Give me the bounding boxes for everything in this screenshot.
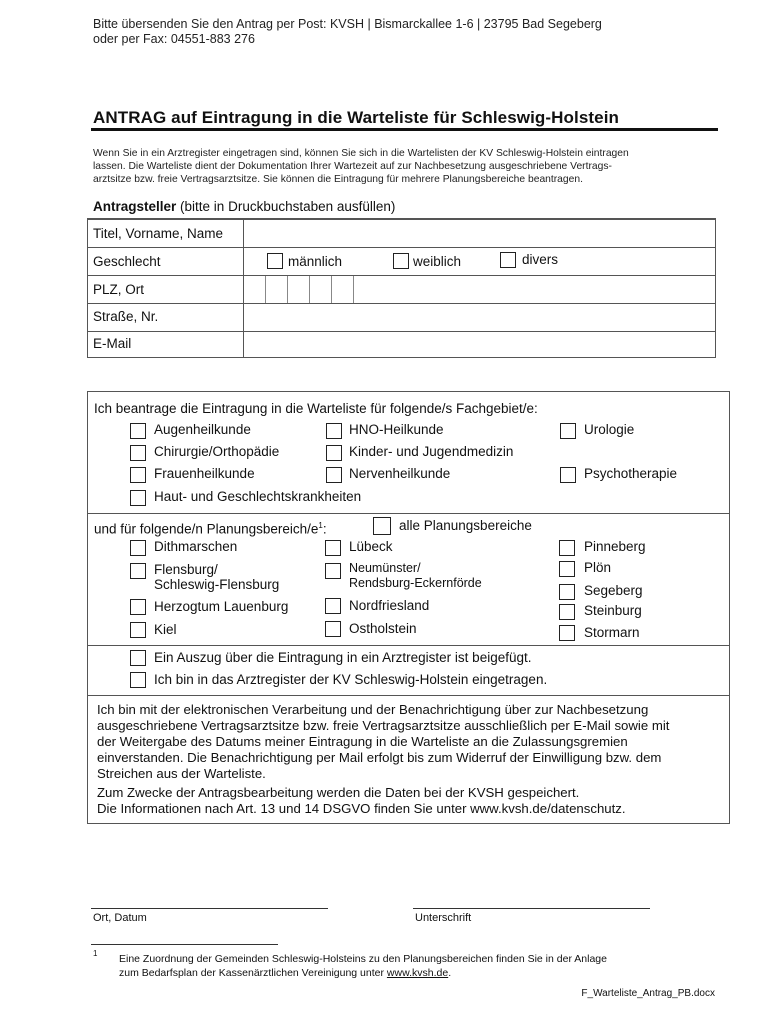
consent-line: der Weitergabe des Datums meiner Eintragung in die Warteliste an die Zulassungsgremien bbox=[97, 734, 628, 749]
plz-digit-cell bbox=[287, 276, 288, 303]
checkbox-kiel[interactable] bbox=[130, 622, 146, 638]
label-female: weiblich bbox=[413, 254, 462, 269]
label-psychotherapie: Psychotherapie bbox=[584, 466, 678, 481]
intro-line-1: Wenn Sie in ein Arztregister eingetragen sind, können Sie sich in die Wartelisten der KV Schleswig-Holstein eintragen bbox=[93, 148, 629, 159]
title-underline bbox=[91, 128, 718, 131]
signature-line[interactable] bbox=[413, 908, 650, 909]
privacy-line: Die Informationen nach Art. 13 und 14 DSGVO finden Sie unter www.kvsh.de/datenschutz. bbox=[97, 801, 626, 816]
place-date-line[interactable] bbox=[91, 908, 328, 909]
intro-line-2: lassen. Die Warteliste dient der Dokumentation Ihrer Wartezeit auf zur Nachbesetzung ausgeschriebene Vertrags- bbox=[93, 161, 612, 172]
label-gender: Geschlecht bbox=[93, 254, 161, 269]
checkbox-female[interactable] bbox=[393, 253, 409, 269]
checkbox-nordfriesland[interactable] bbox=[325, 598, 341, 614]
header-fax: oder per Fax: 04551-883 276 bbox=[93, 32, 255, 46]
privacy-line: Zum Zwecke der Antragsbearbeitung werden die Daten bei der KVSH gespeichert. bbox=[97, 785, 580, 800]
checkbox-stormarn[interactable] bbox=[559, 625, 575, 641]
checkbox-psychotherapie[interactable] bbox=[560, 467, 576, 483]
label-kinder: Kinder- und Jugendmedizin bbox=[349, 444, 514, 459]
checkbox-luebeck[interactable] bbox=[325, 540, 341, 556]
plz-digit-cell bbox=[265, 276, 266, 303]
label-street: Straße, Nr. bbox=[93, 309, 159, 324]
kvsh-link[interactable]: www.kvsh.de bbox=[386, 967, 449, 979]
label-neumuenster-2: Rendsburg-Eckernförde bbox=[349, 576, 482, 590]
label-diverse: divers bbox=[522, 252, 559, 267]
checkbox-dithmarschen[interactable] bbox=[130, 540, 146, 556]
file-name: F_Warteliste_Antrag_PB.docx bbox=[581, 988, 715, 999]
checkbox-urologie[interactable] bbox=[560, 423, 576, 439]
consent-paragraph bbox=[97, 702, 717, 782]
divider bbox=[88, 695, 729, 696]
applicant-table bbox=[87, 218, 716, 358]
consent-line: einverstanden. Die Benachrichtigung per Mail erfolgt bis zum Widerruf der Einwilligung bzw. dem bbox=[97, 750, 662, 765]
checkbox-frauenheilkunde[interactable] bbox=[130, 467, 146, 483]
plz-digit-cell bbox=[353, 276, 354, 303]
checkbox-chirurgie[interactable] bbox=[130, 445, 146, 461]
footnote-mark: 1 bbox=[93, 949, 98, 958]
checkbox-neumuenster[interactable] bbox=[325, 563, 341, 579]
label-email: E-Mail bbox=[93, 336, 132, 351]
label-steinburg: Steinburg bbox=[584, 603, 642, 618]
label-haut: Haut- und Geschlechtskrankheiten bbox=[154, 489, 362, 504]
label-flensburg-1: Flensburg/ bbox=[154, 562, 218, 577]
areas-intro bbox=[94, 518, 327, 538]
footnote-rule bbox=[91, 944, 278, 945]
checkbox-augenheilkunde[interactable] bbox=[130, 423, 146, 439]
label-ostholstein: Ostholstein bbox=[349, 621, 417, 636]
label-neumuenster-1: Neumünster/ bbox=[349, 561, 421, 575]
fields-intro: Ich beantrage die Eintragung in die Warteliste für folgende/s Fachgebiet/e: bbox=[94, 401, 538, 416]
applicant-heading-title: Antragsteller bbox=[93, 199, 177, 214]
checkbox-excerpt-attached[interactable] bbox=[130, 650, 146, 666]
divider bbox=[88, 513, 729, 514]
label-nordfriesland: Nordfriesland bbox=[349, 598, 430, 613]
checkbox-haut[interactable] bbox=[130, 490, 146, 506]
checkbox-male[interactable] bbox=[267, 253, 283, 269]
checkbox-lauenburg[interactable] bbox=[130, 599, 146, 615]
consent-line: Streichen aus der Warteliste. bbox=[97, 766, 266, 781]
plz-field[interactable] bbox=[244, 276, 715, 303]
name-field[interactable] bbox=[244, 220, 715, 247]
label-nervenheilkunde: Nervenheilkunde bbox=[349, 466, 451, 481]
checkbox-ostholstein[interactable] bbox=[325, 621, 341, 637]
checkbox-hno[interactable] bbox=[326, 423, 342, 439]
label-chirurgie: Chirurgie/Orthopädie bbox=[154, 444, 280, 459]
checkbox-kinder[interactable] bbox=[326, 445, 342, 461]
label-urologie: Urologie bbox=[584, 422, 635, 437]
label-segeberg: Segeberg bbox=[584, 583, 643, 598]
label-augenheilkunde: Augenheilkunde bbox=[154, 422, 251, 437]
label-kiel: Kiel bbox=[154, 622, 177, 637]
checkbox-diverse[interactable] bbox=[500, 252, 516, 268]
label-excerpt-attached: Ein Auszug über die Eintragung in ein Arztregister ist beigefügt. bbox=[154, 650, 532, 665]
row-name bbox=[88, 219, 715, 247]
application-box bbox=[87, 391, 730, 824]
checkbox-pinneberg[interactable] bbox=[559, 540, 575, 556]
label-luebeck: Lübeck bbox=[349, 539, 393, 554]
checkbox-segeberg[interactable] bbox=[559, 584, 575, 600]
checkbox-flensburg[interactable] bbox=[130, 563, 146, 579]
row-plz bbox=[88, 275, 715, 303]
label-plz: PLZ, Ort bbox=[93, 282, 145, 297]
header-address: Bitte übersenden Sie den Antrag per Post: KVSH | Bismarckallee 1-6 | 23795 Bad Segeberg bbox=[93, 17, 602, 31]
checkbox-nervenheilkunde[interactable] bbox=[326, 467, 342, 483]
label-signature: Unterschrift bbox=[415, 912, 472, 924]
label-flensburg-2: Schleswig-Flensburg bbox=[154, 577, 280, 592]
row-street bbox=[88, 303, 715, 331]
footnote-period: . bbox=[448, 967, 452, 979]
consent-line: ausgeschriebene Vertragsarztsitze bzw. freie Vertragsarztsitze ausschließlich per E-Mail sowie mit bbox=[97, 718, 670, 733]
areas-intro-text: und für folgende/n Planungsbereich/e bbox=[94, 521, 319, 537]
divider bbox=[88, 645, 729, 646]
areas-footnote-mark: 1 bbox=[318, 521, 323, 530]
privacy-paragraph bbox=[97, 785, 717, 817]
checkbox-ploen[interactable] bbox=[559, 561, 575, 577]
label-place-date: Ort, Datum bbox=[93, 912, 147, 924]
label-ploen: Plön bbox=[584, 560, 612, 575]
label-stormarn: Stormarn bbox=[584, 625, 640, 640]
label-male: männlich bbox=[288, 254, 343, 269]
applicant-heading bbox=[93, 199, 395, 214]
label-all-areas: alle Planungsbereiche bbox=[399, 518, 532, 533]
label-hno: HNO-Heilkunde bbox=[349, 422, 444, 437]
label-registered-kvsh: Ich bin in das Arztregister der KV Schleswig-Holstein eingetragen. bbox=[154, 672, 548, 687]
applicant-heading-note: (bitte in Druckbuchstaben ausfüllen) bbox=[180, 199, 396, 214]
page-title: ANTRAG auf Eintragung in die Warteliste für Schleswig-Holstein bbox=[93, 108, 620, 127]
label-pinneberg: Pinneberg bbox=[584, 539, 646, 554]
street-field[interactable] bbox=[244, 304, 715, 331]
plz-digit-cell bbox=[331, 276, 332, 303]
plz-digit-cell bbox=[309, 276, 310, 303]
footnote-line-2 bbox=[119, 966, 451, 980]
label-name: Titel, Vorname, Name bbox=[93, 226, 224, 241]
label-frauenheilkunde: Frauenheilkunde bbox=[154, 466, 255, 481]
checkbox-all-areas[interactable] bbox=[373, 517, 391, 535]
consent-line: Ich bin mit der elektronischen Verarbeitung und der Benachrichtigung über zur Nachbesetzung bbox=[97, 702, 649, 717]
footnote-text: zum Bedarfsplan der Kassenärztlichen Vereinigung unter bbox=[119, 967, 387, 979]
row-gender bbox=[88, 247, 715, 275]
checkbox-registered-kvsh[interactable] bbox=[130, 672, 146, 688]
areas-intro-colon: : bbox=[322, 521, 327, 537]
label-dithmarschen: Dithmarschen bbox=[154, 539, 238, 554]
email-field[interactable] bbox=[244, 332, 715, 357]
checkbox-steinburg[interactable] bbox=[559, 604, 575, 620]
intro-line-3: arztsitze bzw. freie Vertragsarztsitze. Sie können die Eintragung für mehrere Planungsbereiche beantragen. bbox=[93, 174, 583, 185]
label-lauenburg: Herzogtum Lauenburg bbox=[154, 599, 289, 614]
footnote-line-1: Eine Zuordnung der Gemeinden Schleswig-Holsteins zu den Planungsbereichen finden Sie in der Anlage bbox=[119, 953, 607, 965]
row-email bbox=[88, 331, 715, 357]
